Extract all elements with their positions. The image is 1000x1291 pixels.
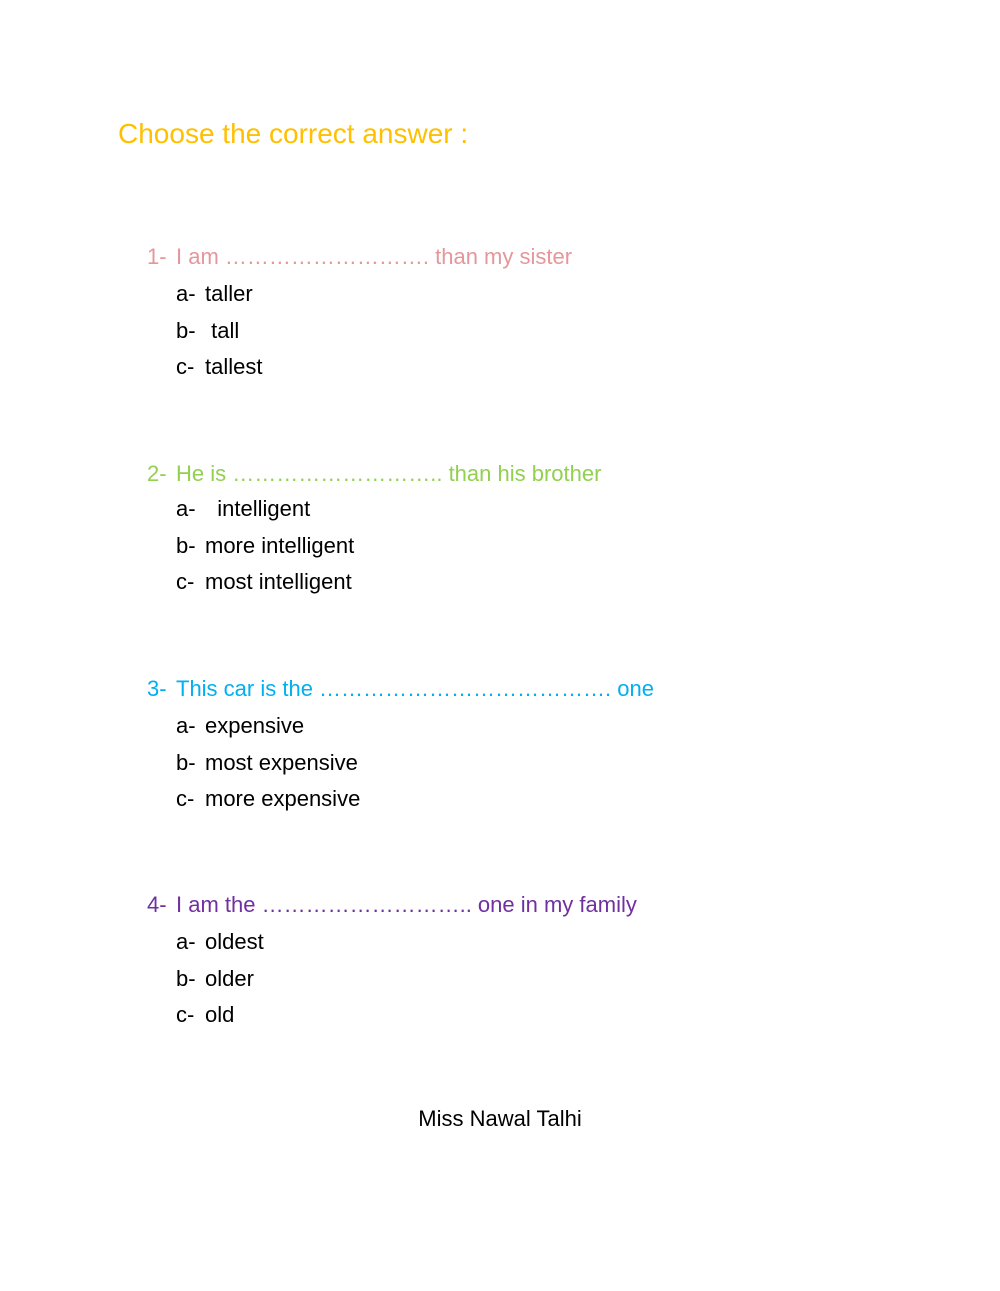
- question-number: 3-: [147, 676, 167, 701]
- option-letter: c-: [176, 1002, 195, 1028]
- option-letter: a-: [176, 713, 196, 738]
- option-letter: c-: [176, 786, 195, 812]
- option-a[interactable]: [147, 276, 947, 313]
- option-text: taller: [205, 281, 253, 306]
- question-number: 2-: [147, 461, 167, 486]
- option-text: more expensive: [205, 786, 361, 812]
- option-letter: c-: [176, 354, 195, 380]
- page-title: Choose the correct answer :: [118, 118, 469, 149]
- option-text: most expensive: [205, 749, 358, 775]
- option-text: old: [205, 1002, 235, 1028]
- option-letter: a-: [176, 281, 196, 306]
- option-text: tall: [205, 317, 240, 343]
- option-letter: b-: [176, 965, 196, 991]
- question-4: [147, 892, 947, 1034]
- option-text: most intelligent: [205, 569, 352, 595]
- option-text: intelligent: [205, 496, 311, 521]
- question-prompt: I am ………………………. than my sister: [176, 244, 573, 269]
- options-list: [147, 924, 947, 1034]
- question-prompt: This car is the …………………………………. one: [176, 676, 654, 701]
- option-text: more intelligent: [205, 532, 355, 558]
- author-signature: Miss Nawal Talhi: [418, 1106, 582, 1131]
- option-letter: c-: [176, 569, 195, 595]
- option-c[interactable]: [147, 997, 947, 1034]
- option-letter: a-: [176, 929, 196, 954]
- question-text: [147, 892, 947, 918]
- option-a[interactable]: [147, 924, 947, 961]
- options-list: [147, 276, 947, 386]
- question-prompt: He is ……………………….. than his brother: [176, 461, 602, 486]
- question-number: 4-: [147, 892, 167, 917]
- option-text: oldest: [205, 929, 264, 954]
- question-2: [147, 461, 947, 601]
- option-c[interactable]: [147, 564, 947, 601]
- question-3: [147, 676, 947, 818]
- question-number: 1-: [147, 244, 167, 269]
- option-b[interactable]: [147, 961, 947, 998]
- option-c[interactable]: [147, 781, 947, 818]
- option-letter: b-: [176, 532, 196, 558]
- option-letter: b-: [176, 749, 196, 775]
- option-b[interactable]: [147, 745, 947, 782]
- option-text: expensive: [205, 713, 305, 738]
- option-letter: b-: [176, 317, 196, 343]
- option-b[interactable]: [147, 313, 947, 350]
- question-prompt: I am the ……………………….. one in my family: [176, 892, 637, 917]
- options-list: [147, 491, 947, 601]
- option-letter: a-: [176, 496, 196, 521]
- option-a[interactable]: [147, 491, 947, 528]
- question-1: [147, 244, 947, 386]
- option-text: older: [205, 965, 254, 991]
- options-list: [147, 708, 947, 818]
- question-text: [147, 244, 947, 270]
- question-text: [147, 461, 947, 487]
- option-a[interactable]: [147, 708, 947, 745]
- option-c[interactable]: [147, 349, 947, 386]
- question-text: [147, 676, 947, 702]
- option-text: tallest: [205, 354, 263, 380]
- option-b[interactable]: [147, 528, 947, 565]
